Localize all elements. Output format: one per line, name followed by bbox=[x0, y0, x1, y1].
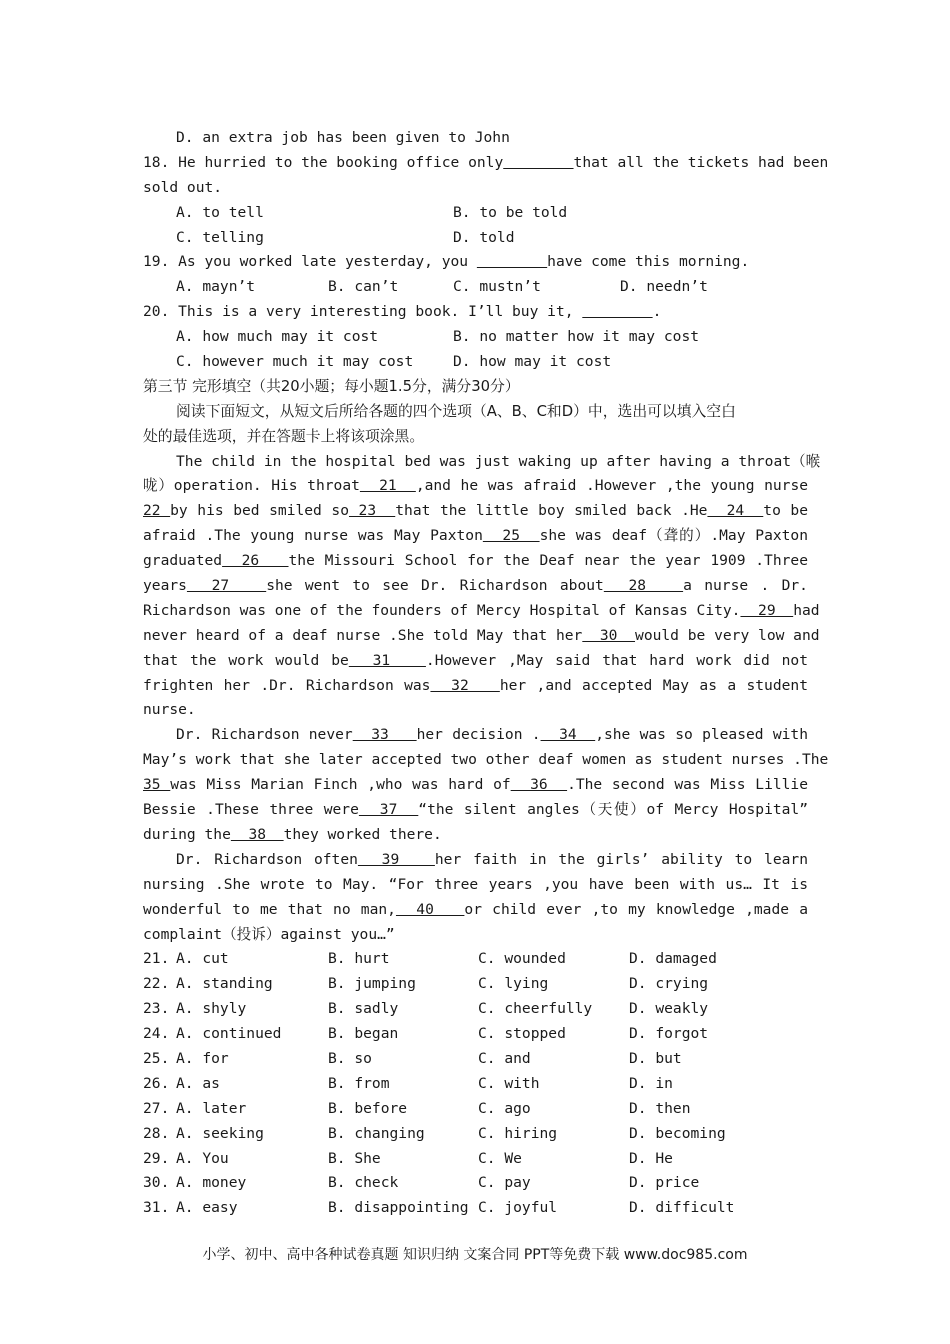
passage-line bbox=[143, 898, 808, 923]
blank-28: 28 bbox=[603, 577, 684, 595]
options-row-31 bbox=[143, 1196, 808, 1221]
blank-23: 23 bbox=[348, 502, 396, 520]
text-run: 咙）operation. His throat bbox=[143, 477, 360, 495]
option: A. for bbox=[176, 1049, 229, 1067]
blank-35: 35 bbox=[143, 776, 171, 794]
passage-line bbox=[143, 723, 808, 748]
blank-31: 31 bbox=[348, 651, 426, 669]
option: 25. bbox=[143, 1049, 170, 1067]
section-instruction-cont: 处的最佳选项，并在答题卡上将该项涂黑。 bbox=[143, 427, 425, 445]
option: C. hiring bbox=[478, 1124, 558, 1142]
blank-21: 21 bbox=[359, 477, 416, 495]
passage-line bbox=[143, 574, 808, 599]
blank-38: 38 bbox=[230, 825, 284, 843]
q20-options-ab bbox=[143, 325, 808, 350]
option: 27. bbox=[143, 1099, 170, 1117]
text-run: that all the tickets had been bbox=[573, 153, 829, 171]
option: D. then bbox=[629, 1099, 691, 1117]
passage-line: nurse. bbox=[143, 701, 196, 719]
text-run: ,she was so pleased with bbox=[595, 726, 808, 744]
section-title: 第三节 完形填空（共20小题；每小题1.5分，满分30分） bbox=[143, 377, 520, 395]
option: D. price bbox=[629, 1174, 700, 1192]
option: C. wounded bbox=[478, 950, 566, 968]
text-run: had bbox=[793, 601, 820, 619]
text-run: years bbox=[143, 577, 187, 595]
passage-line: May’s work that she later accepted two other deaf women as student nurses .The bbox=[143, 751, 829, 769]
option: A. easy bbox=[176, 1199, 238, 1217]
option: A. mayn’t bbox=[176, 278, 256, 296]
blank-32: 32 bbox=[430, 676, 500, 694]
text-run: ,and he was afraid .However ,the young nurse bbox=[415, 477, 809, 495]
text-run: would be very low and bbox=[635, 626, 820, 644]
passage-line bbox=[143, 549, 808, 574]
text-run: Bessie .These three were bbox=[143, 801, 359, 819]
text-run: Dr. Richardson never bbox=[176, 726, 353, 744]
blank bbox=[477, 253, 547, 270]
option: 23. bbox=[143, 1000, 170, 1018]
option: A. money bbox=[176, 1174, 247, 1192]
option: B. check bbox=[328, 1174, 399, 1192]
text-run: her faith in the girls’ ability to learn bbox=[434, 850, 808, 868]
text-run: frighten her .Dr. Richardson was bbox=[143, 676, 431, 694]
options-row-23 bbox=[143, 997, 808, 1022]
q19-stem bbox=[143, 250, 808, 275]
option: C. and bbox=[478, 1049, 531, 1067]
option: B. began bbox=[328, 1025, 399, 1043]
option: C. however much it may cost bbox=[176, 353, 414, 371]
text-run: to be bbox=[763, 502, 808, 520]
text-run: or child ever ,to my knowledge ,made a bbox=[464, 900, 808, 918]
cloze-passage bbox=[143, 450, 829, 948]
blank-40: 40 bbox=[395, 900, 465, 918]
q19-options bbox=[143, 275, 808, 300]
option: B. before bbox=[328, 1099, 408, 1117]
option: B. from bbox=[328, 1074, 390, 1092]
text-run: Richardson was one of the founders of Mercy Hospital of Kansas City. bbox=[143, 601, 741, 619]
option: 30. bbox=[143, 1174, 170, 1192]
options-row-25 bbox=[143, 1047, 808, 1072]
text-run: her decision . bbox=[416, 726, 541, 744]
option: A. continued bbox=[176, 1025, 282, 1043]
text-run: by his bed smiled so bbox=[170, 502, 349, 520]
q17-option-d: D. an extra job has been given to John bbox=[176, 129, 510, 146]
option: D. how may it cost bbox=[453, 353, 612, 371]
option: B. can’t bbox=[328, 278, 399, 296]
option: A. later bbox=[176, 1099, 247, 1117]
passage-line bbox=[143, 823, 808, 848]
option: D. forgot bbox=[629, 1025, 709, 1043]
option: 21. bbox=[143, 950, 170, 968]
passage-line: complaint（投诉）against you…” bbox=[143, 925, 395, 943]
text-run: “the silent angles（天使）of Mercy Hospital” bbox=[418, 801, 809, 819]
option: A. shyly bbox=[176, 1000, 247, 1018]
text-run: they worked there. bbox=[283, 825, 442, 843]
options-row-24 bbox=[143, 1022, 808, 1047]
text-run: 20. This is a very interesting book. I’ll buy it, bbox=[143, 303, 583, 321]
text-run: during the bbox=[143, 825, 231, 843]
options-row-27 bbox=[143, 1097, 808, 1122]
text-run: afraid .The young nurse was May Paxton bbox=[143, 527, 483, 545]
option: A. to tell bbox=[176, 203, 264, 221]
passage-line bbox=[143, 674, 808, 699]
page-footer: 小学、初中、高中各种试卷真题 知识归纳 文案合同 PPT等免费下载 www.doc985.com bbox=[202, 1247, 748, 1263]
option: D. damaged bbox=[629, 950, 717, 968]
passage-line bbox=[143, 474, 808, 499]
blank bbox=[503, 154, 573, 171]
blank-30: 30 bbox=[582, 626, 636, 644]
option: B. sadly bbox=[328, 1000, 399, 1018]
option: A. You bbox=[176, 1149, 229, 1167]
text-run: wonderful to me that no man, bbox=[143, 900, 396, 918]
option: 22. bbox=[143, 975, 170, 993]
option: B. She bbox=[328, 1149, 381, 1167]
option: D. He bbox=[629, 1149, 673, 1167]
text-run: Dr. Richardson often bbox=[176, 850, 358, 868]
option: B. so bbox=[328, 1049, 372, 1067]
q18-stem bbox=[143, 151, 829, 176]
blank-36: 36 bbox=[510, 776, 568, 794]
text-run: she went to see Dr. Richardson about bbox=[266, 577, 604, 595]
option: A. standing bbox=[176, 975, 273, 993]
option: B. hurt bbox=[328, 950, 390, 968]
option: C. lying bbox=[478, 975, 549, 993]
blank-27: 27 bbox=[186, 577, 267, 595]
blank-37: 37 bbox=[358, 801, 419, 819]
option: D. becoming bbox=[629, 1124, 726, 1142]
option: C. mustn’t bbox=[453, 278, 541, 296]
passage-line: The child in the hospital bed was just waking up after having a throat（喉 bbox=[176, 452, 821, 470]
option: C. cheerfully bbox=[478, 1000, 593, 1018]
options-row-26 bbox=[143, 1072, 808, 1097]
q18-options-ab bbox=[143, 201, 808, 226]
text-run: . bbox=[652, 303, 662, 321]
option: D. needn’t bbox=[620, 278, 708, 296]
text-run: she was deaf（聋的）.May Paxton bbox=[539, 527, 809, 545]
text-run: 18. He hurried to the booking office only bbox=[143, 153, 504, 171]
option: C. telling bbox=[176, 228, 264, 246]
option: D. told bbox=[453, 228, 515, 246]
option: B. changing bbox=[328, 1124, 425, 1142]
option: D. crying bbox=[629, 975, 709, 993]
option: C. stopped bbox=[478, 1025, 566, 1043]
option: 26. bbox=[143, 1074, 170, 1092]
options-row-21 bbox=[143, 947, 808, 972]
q20-stem bbox=[143, 300, 808, 325]
blank-34: 34 bbox=[540, 726, 596, 744]
passage-line bbox=[143, 848, 808, 873]
passage-line bbox=[143, 624, 820, 649]
options-row-29 bbox=[143, 1147, 808, 1172]
text-run: .The second was Miss Lillie bbox=[567, 776, 809, 794]
blank-24: 24 bbox=[707, 502, 764, 520]
passage-line bbox=[143, 649, 808, 674]
option: 29. bbox=[143, 1149, 170, 1167]
blank-39: 39 bbox=[357, 850, 435, 868]
option: C. joyful bbox=[478, 1199, 558, 1217]
text-run: that the work would be bbox=[143, 651, 349, 669]
option: D. but bbox=[629, 1049, 682, 1067]
blank-25: 25 bbox=[482, 527, 540, 545]
options-row-22 bbox=[143, 972, 808, 997]
text-run: was Miss Marian Finch ,who was hard of bbox=[170, 776, 511, 794]
option: A. as bbox=[176, 1074, 220, 1092]
q18-stem-cont: sold out. bbox=[143, 178, 223, 196]
text-run: that the little boy smiled back .He bbox=[395, 502, 708, 520]
text-run: a nurse . Dr. bbox=[683, 577, 808, 595]
option: D. difficult bbox=[629, 1199, 735, 1217]
option: B. jumping bbox=[328, 975, 416, 993]
passage-line bbox=[143, 499, 808, 524]
blank-26: 26 bbox=[222, 552, 289, 570]
option: C. ago bbox=[478, 1099, 531, 1117]
blank-29: 29 bbox=[740, 601, 794, 619]
passage-line: nursing .She wrote to May. “For three years ,you have been with us… It is bbox=[143, 875, 808, 893]
option: A. how much may it cost bbox=[176, 328, 379, 346]
answer-options bbox=[143, 947, 808, 1221]
blank-22: 22 bbox=[143, 502, 171, 520]
text-run: graduated bbox=[143, 552, 223, 570]
section-instruction: 阅读下面短文，从短文后所给各题的四个选项（A、B、C和D）中，选出可以填入空白 bbox=[176, 402, 736, 420]
option: 28. bbox=[143, 1124, 170, 1142]
passage-line bbox=[143, 524, 808, 549]
options-row-28 bbox=[143, 1122, 808, 1147]
option: 31. bbox=[143, 1199, 170, 1217]
passage-line bbox=[143, 773, 808, 798]
option: A. cut bbox=[176, 950, 229, 968]
exam-page bbox=[143, 126, 829, 1221]
blank bbox=[582, 303, 652, 320]
text-run: her ,and accepted May as a student bbox=[499, 676, 808, 694]
options-row-30 bbox=[143, 1171, 808, 1196]
text-run: 19. As you worked late yesterday, you bbox=[143, 253, 477, 271]
option: D. weakly bbox=[629, 1000, 709, 1018]
q18-options-cd bbox=[143, 226, 808, 251]
passage-line bbox=[143, 798, 808, 823]
option: C. We bbox=[478, 1149, 522, 1167]
q20-options-cd bbox=[143, 350, 808, 375]
option: C. with bbox=[478, 1074, 540, 1092]
text-run: have come this morning. bbox=[547, 253, 750, 271]
option: B. disappointing bbox=[328, 1199, 469, 1217]
text-run: never heard of a deaf nurse .She told May that her bbox=[143, 626, 583, 644]
passage-line bbox=[143, 599, 820, 624]
option: B. no matter how it may cost bbox=[453, 328, 700, 346]
option: B. to be told bbox=[453, 203, 568, 221]
text-run: the Missouri School for the Deaf near the year 1909 .Three bbox=[288, 552, 808, 570]
option: C. pay bbox=[478, 1174, 531, 1192]
option: 24. bbox=[143, 1025, 170, 1043]
option: D. in bbox=[629, 1074, 673, 1092]
text-run: .However ,May said that hard work did not bbox=[425, 651, 809, 669]
option: A. seeking bbox=[176, 1124, 264, 1142]
blank-33: 33 bbox=[352, 726, 417, 744]
